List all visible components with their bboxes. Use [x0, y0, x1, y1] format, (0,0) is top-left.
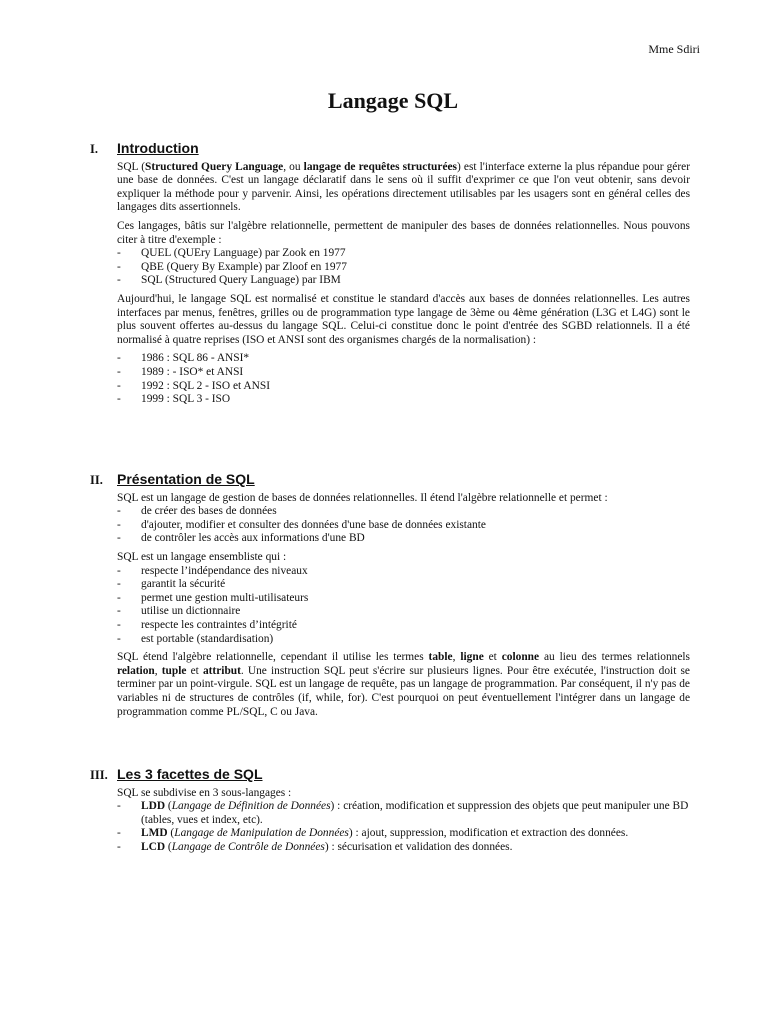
- list-item: - QBE (Query By Example) par Zloof en 1977: [117, 260, 347, 273]
- paragraph: Aujourd'hui, le langage SQL est normalisé et constitue le standard d'accès aux bases de données relationnelles. Les autres interfaces par menus, fenêtres, grilles ou de programmation type langage de 3ème ou 4ème génération (L3G et L4G) sont le plus souvent offertes au-dessus du langage SQL. Celui-ci constitue donc le point d'entrée des SGBD relationnels. Il a été normalisé à quatre reprises (ISO et ANSI sont des organismes chargés de la normalisation) :: [117, 292, 690, 346]
- paragraph: SQL est un langage de gestion de bases de données relationnelles. Il étend l'algèbre relationnelle et permet :: [117, 491, 608, 504]
- list-item: - permet une gestion multi-utilisateurs: [117, 591, 309, 604]
- list-item: - garantit la sécurité: [117, 578, 226, 591]
- paragraph: SQL se subdivise en 3 sous-langages :: [117, 786, 292, 799]
- list-item: - LMD (Langage de Manipulation de Données) : ajout, suppression, modification et extraction des données.: [117, 827, 629, 840]
- section-title: Présentation de SQL: [117, 471, 255, 487]
- list-item: - LCD (Langage de Contrôle de Données) : sécurisation et validation des données.: [117, 840, 513, 853]
- bullet-list: [117, 565, 690, 647]
- bullet-list: [117, 800, 690, 854]
- section-introduction: [90, 142, 690, 412]
- bullet-list: [117, 247, 690, 288]
- list-item: - respecte les contraintes d’intégrité: [117, 618, 297, 631]
- section-number: I.: [90, 142, 98, 156]
- list-item: - 1999 : SQL 3 - ISO: [117, 393, 231, 406]
- section-number: III.: [90, 768, 108, 782]
- section-heading: [90, 473, 690, 488]
- paragraph: Ces langages, bâtis sur l'algèbre relationnelle, permettent de manipuler des bases de données relationnelles. Nous pouvons citer à titre d'exemple :: [117, 219, 690, 246]
- section-presentation: [90, 473, 690, 724]
- bullet-list: [117, 352, 690, 406]
- paragraph: SQL est un langage ensembliste qui :: [117, 550, 287, 563]
- paragraph: SQL étend l'algèbre relationnelle, cependant il utilise les termes table, ligne et colonne au lieu des termes relationnels relation, tuple et attribut. Une instruction SQL peut s'écrire sur plusieurs lignes. Pour être exécutée, l'instruction doit se terminer par un point-virgule. SQL est un langage de requête, pas un langage de programmation. Par conséquent, il n'y pas de variables ni de structures de contrôles (if, while, for). C'est pourquoi on peut éventuellement l'intégrer dans un langage de programmation comme PL/SQL, C ou Java.: [117, 651, 690, 718]
- list-item: - 1986 : SQL 86 - ANSI*: [117, 352, 250, 365]
- section-facettes: [90, 768, 690, 860]
- bullet-list: [117, 505, 690, 546]
- list-item: - LDD (Langage de Définition de Données) : création, modification et suppression des objets que peut manipuler une BD (tables, vues et index, etc).: [117, 800, 689, 826]
- list-item: - de contrôler les accès aux informations d'une BD: [117, 532, 365, 545]
- document-title: Langage SQL: [327, 88, 459, 113]
- list-item: - 1992 : SQL 2 - ISO et ANSI: [117, 379, 270, 392]
- list-item: - utilise un dictionnaire: [117, 605, 241, 618]
- section-heading: [90, 142, 690, 157]
- list-item: - d'ajouter, modifier et consulter des données d'une base de données existante: [117, 518, 486, 531]
- list-item: - est portable (standardisation): [117, 632, 274, 645]
- author-name: Mme Sdiri: [648, 42, 700, 56]
- list-item: - QUEL (QUEry Language) par Zook en 1977: [117, 247, 346, 260]
- paragraph: SQL (Structured Query Language, ou langage de requêtes structurées) est l'interface externe la plus répandue pour gérer une base de données. C'est un langage déclaratif dans le sens où il suffit d'exprimer ce que l'on veut obtenir, sans devoir expliquer la méthode pour y parvenir. Ainsi, les opérations directement utilisables par les usagers sont en général celles des langages dits assertionnels.: [117, 160, 690, 214]
- list-item: - 1989 : - ISO* et ANSI: [117, 365, 244, 378]
- list-item: - SQL (Structured Query Language) par IBM: [117, 274, 341, 287]
- section-title: Introduction: [117, 140, 199, 156]
- section-title: Les 3 facettes de SQL: [117, 766, 263, 782]
- section-number: II.: [90, 473, 103, 487]
- list-item: - de créer des bases de données: [117, 505, 277, 518]
- section-heading: [90, 768, 690, 783]
- list-item: - respecte l’indépendance des niveaux: [117, 564, 308, 577]
